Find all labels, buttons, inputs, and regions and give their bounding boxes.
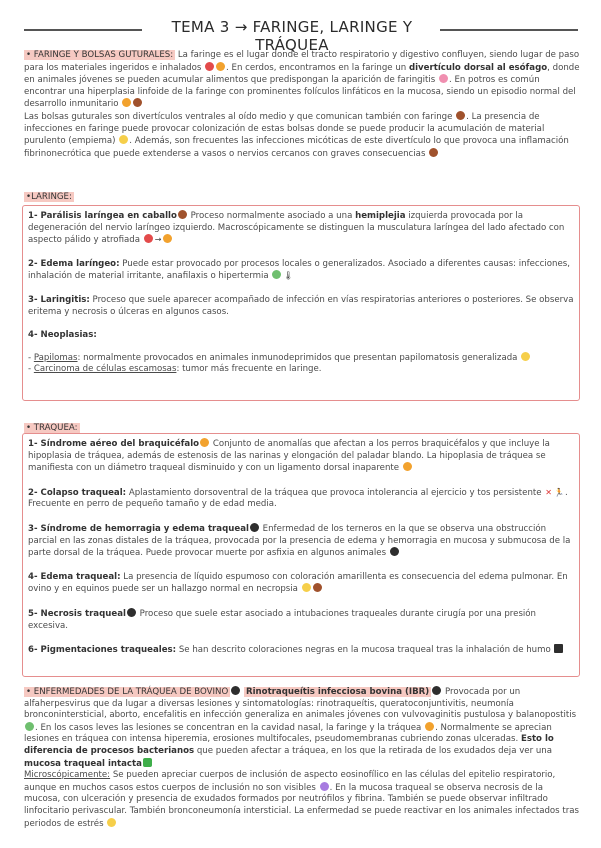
laringe-item-4: 4- Neoplasias: - Papilomas: normalmente provocados en animales inmunodeprimidos que presentan papilomatosis generalizada - Carcinoma de células escamosas: tumor más frecuente en laringe. (28, 330, 574, 376)
hand-icon (216, 62, 225, 71)
smile-icon (122, 98, 131, 107)
traquea-item-5: 5- Necrosis traqueal Proceso que suele estar asociado a intubaciones traqueales durante cirugía por una presión excesiva. (28, 608, 537, 631)
check-icon (143, 758, 152, 767)
cross-icon: ✕ (545, 487, 552, 497)
dog-icon (403, 462, 412, 471)
throat-icon (205, 62, 214, 71)
laringe-heading: •LARINGE: (26, 192, 72, 202)
title-bar (0, 18, 601, 54)
virus-icon (25, 722, 34, 731)
mushroom-icon (429, 148, 438, 157)
laringe-item-1: 1- Parálisis laríngea en caballo Proceso normalmente asociado a una hemiplejia izquierda provocada por la degeneración del nervio laríngeo izquierdo. Macroscópicamente se distinguen la musculatura laríngea del lado afectado con aspecto pálido y atrofiada → (28, 211, 565, 246)
faringe-heading: • FARINGE Y BOLSAS GUTURALES: (26, 50, 174, 60)
pus-icon (119, 135, 128, 144)
neoplasias-list (28, 352, 574, 376)
smoke-icon (272, 270, 281, 279)
page-title: TEMA 3 → FARINGE, LARINGE Y TRÁQUEA (171, 18, 413, 54)
cow-icon (231, 686, 240, 695)
laringe-box (22, 205, 580, 401)
traquea-box (22, 433, 580, 677)
faringe-section (24, 50, 580, 160)
hand-icon (425, 722, 434, 731)
laringe-heading-row (24, 184, 580, 204)
bovino-paragraph-1: • ENFERMEDADES DE LA TRÁQUEA DE BOVINO Rinotraqueítis infecciosa bovina (IBR) Provocada por un alfaherpesvirus que da lugar a diversas lesiones y sintomatologías: rinotraqueítis, queratoconjuntivitis, neumonía bronconintersticial, aborto, encefalitis en infección generaliza en animales jóvenes con vulvovaginitis pustulosa y balanopostitis . En los casos leves las lesiones se concentran en la cavidad nasal, la faringe y la tráquea . Normalmente se aprecian lesiones en tráquea con intensa hiperemia, erosiones multifocales, pseudomembranas cubriendo zonas ulceradas. Esto lo diferencia de procesos bacterianos que pueden afectar a tráquea, en los que la retirada de los exudados deja ver una mucosa traqueal intacta (24, 687, 577, 769)
faringe-paragraph-1: • FARINGE Y BOLSAS GUTURALES: La faringe es el lugar donde el tracto respiratorio y digestivo confluyen, siendo lugar de paso para los materiales ingeridos e inhalados . En cerdos, encontramos en la faringe un divertículo dorsal al esófago, donde en animales jóvenes se pueden acumular alimentos que predispongan la aparición de faringitis . En potros es común encontrar una hiperplasia linfoide de la faringe con prominentes folículos linfáticos en la mucosa, siendo un episodio normal del desarrollo inmunitario (24, 50, 580, 110)
face-icon (107, 818, 116, 827)
traquea-item-6: 6- Pigmentaciones traqueales: Se han descrito coloraciones negras en la mucosa traqueal tras la inhalación de humo (28, 644, 574, 657)
list-item: - Papilomas: normalmente provocados en animales inmunodeprimidos que presentan papilomatosis generalizada (28, 352, 574, 365)
bovino-heading: • ENFERMEDADES DE LA TRÁQUEA DE BOVINO (26, 687, 229, 697)
face-icon (521, 352, 530, 361)
bovino-paragraph-2: Microscópicamente: Se pueden apreciar cuerpos de inclusión de aspecto eosinofílico en las células del epitelio respiratorio, aunque en muchos casos estos cuerpos de inclusión no son visibles . En la mucosa traqueal se observa necrosis de la mucosa, con ulceración y presencia de exudados formados por neutrófilos y fibrina. También se puede observar infiltrado linfocitario perivascular. También bronconeumonía intersticial. La enfermedad se puede reactivar en los animales infectados tras periodos de estrés (24, 770, 580, 829)
traquea-item-1: 1- Síndrome aéreo del braquicéfalo Conjunto de anomalías que afectan a los perros braquicéfalos y que incluye la hipoplasia de tráquea, además de estenosis de las narinas y elongación del paladar blando. La hipoplasia de tráquea se manifiesta con un diámetro traqueal disminuido y con un ligamento dorsal inaparente (28, 439, 550, 474)
horse-icon (133, 98, 142, 107)
sheep-icon (302, 583, 311, 592)
title-rule-left (24, 29, 142, 31)
pig-icon (439, 74, 448, 83)
horse-icon (456, 111, 465, 120)
runner-icon: 🏃 (554, 487, 564, 497)
traquea-item-4: 4- Edema traqueal: La presencia de líquido espumoso con coloración amarillenta es consecuencia del edema pulmonar. En ovino y en equinos puede ser un hallazgo normal en necropsia (28, 571, 568, 595)
bovino-section (24, 686, 580, 830)
thermometer-icon: 🌡 (283, 271, 294, 281)
horse-icon (313, 583, 322, 592)
skull-icon (390, 547, 399, 556)
traquea-heading-row (24, 415, 580, 435)
cow-icon (432, 686, 441, 695)
microbe-icon (320, 782, 329, 791)
dog-icon (200, 438, 209, 447)
bovino-subtitle: Rinotraqueítis infecciosa bovina (IBR) (245, 687, 430, 697)
orange-circle-icon (163, 234, 172, 243)
laringe-item-2: 2- Edema laríngeo: Puede estar provocado por procesos locales o generalizados. Asociado a diferentes causas: infecciones, inhalación de material irritante, anafilaxis o hipertermia 🌡 (28, 258, 570, 282)
faringe-paragraph-2: Las bolsas guturales son divertículos ventrales al oído medio y que comunican también con faringe . La presencia de infecciones en faringe puede provocar colonización de estas bolsas donde se puede producir la acumulación de material purulento (empiema) . Además, son frecuentes las infecciones micóticas de este divertículo lo que provoca una inflamación fibrinonecrótica que puede extenderse a vasos o nervios cercanos con graves consecuencias (24, 111, 569, 159)
traquea-item-2: 2- Colapso traqueal: Aplastamiento dorsoventral de la tráquea que provoca intolerancia al ejercicio y tos persistente ✕ 🏃. Frecuente en perro de pequeño tamaño y de edad media. (28, 487, 568, 510)
black-circle-icon (127, 608, 136, 617)
black-square-icon (554, 644, 563, 653)
arrow-icon: → (154, 235, 162, 245)
laringe-item-3: 3- Laringitis: Proceso que suele aparecer acompañado de infección en vías respiratorias anteriores o posteriores. Se observa eritema y necrosis o úlceras en algunos casos. (28, 294, 574, 317)
red-circle-icon (144, 234, 153, 243)
list-item: - Carcinoma de células escamosas: tumor más frecuente en laringe. (28, 364, 322, 375)
title-rule-right (440, 29, 578, 31)
cow-icon (250, 523, 259, 532)
traquea-item-3: 3- Síndrome de hemorragia y edema traqueal Enfermedad de los terneros en la que se observa una obstrucción parcial en las zonas distales de la tráquea, provocada por la presencia de edema y hemorragia en mucosa y submucosa de la parte dorsal de la tráquea. Puede provocar muerte por asfixia en algunos animales (28, 523, 571, 559)
traquea-heading: • TRAQUEA: (26, 423, 78, 433)
horse-icon (178, 210, 187, 219)
